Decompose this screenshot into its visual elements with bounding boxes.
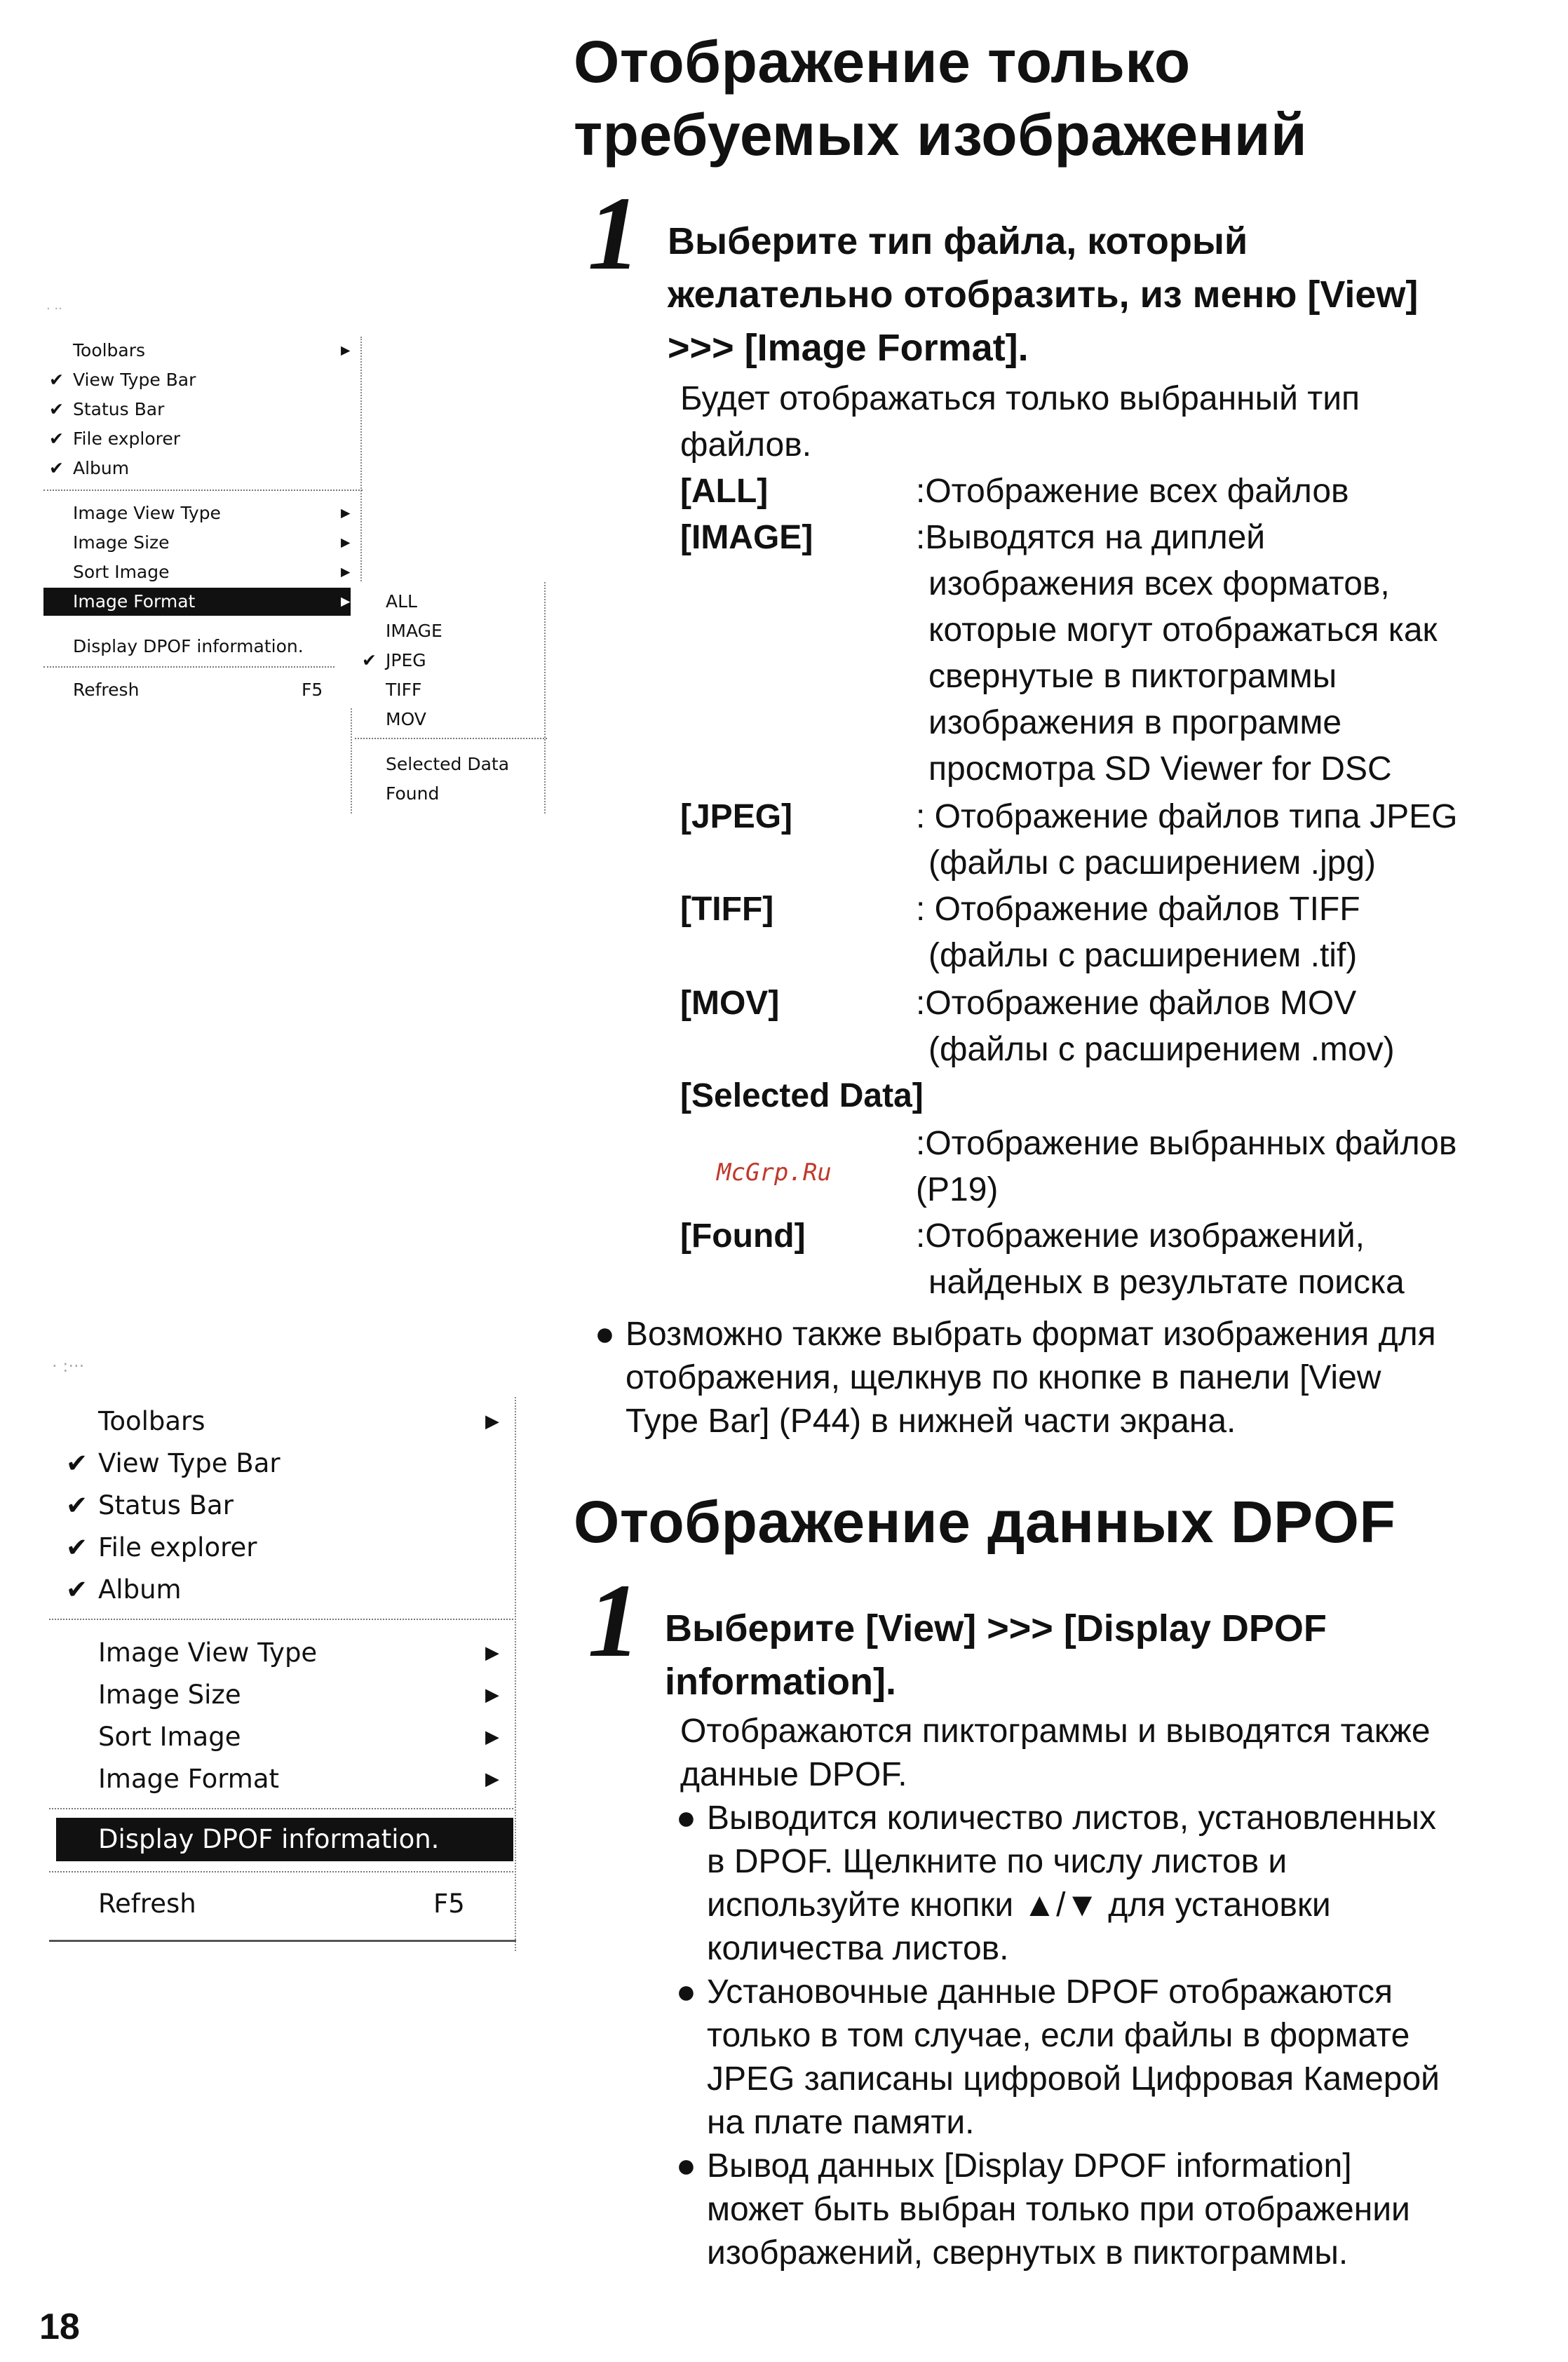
def-desc: (файлы с расширением .mov)	[928, 1031, 1395, 1068]
submenu-arrow-icon: ▶	[341, 595, 351, 609]
menu1-item-album[interactable]	[43, 454, 363, 482]
section1-bullet-line1: Возможно также выбрать формат изображения для	[626, 1316, 1436, 1353]
view-menu-1	[43, 330, 363, 722]
section1-title-line2: требуемых изображений	[574, 102, 1308, 168]
bullet-line: количества листов.	[707, 1930, 1009, 1967]
section1-bullet-line2: отображения, щелкнув по кнопке в панели [View	[626, 1359, 1381, 1396]
menu2-bottom-border	[49, 1940, 516, 1942]
menu1-item-status-bar[interactable]	[43, 396, 363, 424]
def-term-all: [ALL]	[680, 473, 769, 510]
def-desc: :Отображение выбранных файлов	[916, 1125, 1457, 1162]
submenu-item-image[interactable]	[351, 617, 547, 645]
submenu-arrow-icon: ▶	[485, 1685, 499, 1706]
submenu-arrow-icon: ▶	[485, 1642, 499, 1663]
menu2-item-label: Image Size	[98, 1680, 241, 1710]
section1-step-title-line1: Выберите тип файла, который	[668, 220, 1248, 262]
check-icon: ✔	[66, 1574, 88, 1605]
menu1-item-image-view-type[interactable]	[43, 499, 363, 527]
section2-title: Отображение данных DPOF	[574, 1489, 1396, 1555]
submenu-arrow-icon: ▶	[485, 1727, 499, 1748]
menu1-item-label: File explorer	[73, 428, 181, 449]
def-desc: : Отображение файлов типа JPEG	[916, 798, 1458, 835]
section2-bullet-3	[676, 2145, 1562, 2275]
menu1-item-label: Sort Image	[73, 562, 170, 582]
menu2-item-image-format[interactable]	[49, 1759, 518, 1800]
bullet-line: используйте кнопки ▲/▼ для установки	[707, 1887, 1331, 1924]
bullet-line: изображений, свернутых в пиктограммы.	[707, 2234, 1349, 2272]
bullet-line: Вывод данных [Display DPOF information]	[707, 2147, 1352, 2185]
section1-step-number: 1	[588, 175, 640, 292]
menu1-item-label: Image View Type	[73, 503, 221, 523]
submenu-item-all[interactable]	[351, 588, 547, 616]
menu2-item-toolbars[interactable]	[49, 1401, 518, 1442]
def-desc: :Отображение всех файлов	[916, 473, 1349, 510]
menu2-item-refresh[interactable]	[49, 1884, 518, 1924]
submenu-arrow-icon: ▶	[485, 1411, 499, 1432]
menu1-item-file-explorer[interactable]	[43, 425, 363, 453]
section1-intro-line2: файлов.	[680, 426, 812, 464]
submenu-arrow-icon: ▶	[341, 565, 351, 579]
menu1-item-label: Refresh	[73, 680, 140, 700]
menu1-item-label: Album	[73, 458, 130, 478]
menu2-item-image-view-type[interactable]	[49, 1633, 518, 1673]
def-desc: (P19)	[916, 1171, 999, 1208]
section1-step-title-line3: >>> [Image Format].	[668, 327, 1029, 369]
section2-bullet-1	[676, 1797, 1562, 1971]
menu1-item-image-format[interactable]	[43, 588, 363, 616]
menu2-item-label: View Type Bar	[98, 1448, 281, 1478]
section1-step-title-line2: желательно отобразить, из меню [View]	[668, 274, 1419, 316]
section2-bullet-2	[676, 1971, 1562, 2145]
def-term-selected-data: [Selected Data]	[680, 1077, 924, 1114]
section1-bullet	[595, 1313, 1558, 1443]
def-desc: свернутые в пиктограммы	[928, 658, 1337, 695]
section2-step-title-line2: information].	[665, 1661, 896, 1703]
check-icon: ✔	[49, 399, 64, 419]
menu2-scan-artifact: · :···	[52, 1356, 85, 1376]
def-desc: : Отображение файлов TIFF	[916, 891, 1360, 928]
bullet-line: только в том случае, если файлы в формате	[707, 2017, 1410, 2054]
menu1-item-toolbars[interactable]	[43, 337, 363, 365]
menu2-item-status-bar[interactable]	[49, 1485, 518, 1526]
menu2-item-label: Image View Type	[98, 1638, 318, 1668]
section2-intro-line2: данные DPOF.	[680, 1756, 907, 1793]
section1-intro-line1: Будет отображаться только выбранный тип	[680, 380, 1360, 417]
submenu-item-label: JPEG	[386, 650, 426, 670]
submenu-item-selected-data[interactable]	[351, 750, 547, 778]
menu1-item-refresh[interactable]	[43, 676, 363, 704]
def-desc: изображения всех форматов,	[928, 565, 1390, 602]
check-icon: ✔	[49, 370, 64, 390]
menu2-separator	[49, 1808, 513, 1809]
bullet-line: на плате памяти.	[707, 2104, 975, 2141]
menu2-item-label: Sort Image	[98, 1722, 241, 1752]
menu1-item-label: Status Bar	[73, 399, 165, 419]
def-desc: изображения в программе	[928, 704, 1342, 741]
submenu-item-tiff[interactable]	[351, 676, 547, 704]
check-icon: ✔	[66, 1532, 88, 1563]
submenu-item-label: ALL	[386, 591, 417, 612]
def-term-tiff: [TIFF]	[680, 891, 774, 928]
def-desc: :Отображение файлов MOV	[916, 985, 1357, 1022]
def-term-jpeg: [JPEG]	[680, 798, 793, 835]
page-number: 18	[39, 2307, 80, 2347]
menu2-item-album[interactable]	[49, 1570, 518, 1610]
check-icon: ✔	[49, 458, 64, 478]
image-format-submenu	[351, 582, 547, 814]
menu1-item-label: Image Format	[73, 591, 196, 612]
bullet-line: в DPOF. Щелкните по числу листов и	[707, 1843, 1287, 1880]
menu1-item-display-dpof[interactable]	[43, 633, 363, 661]
submenu-item-label: Found	[386, 783, 440, 804]
submenu-arrow-icon: ▶	[341, 536, 351, 550]
submenu-item-label: IMAGE	[386, 621, 442, 641]
bullet-icon: ●	[676, 2147, 696, 2185]
submenu-item-label: MOV	[386, 709, 426, 729]
bullet-line: Установочные данные DPOF отображаются	[707, 1973, 1393, 2011]
submenu-arrow-icon: ▶	[485, 1769, 499, 1790]
def-desc: :Выводятся на диплей	[916, 519, 1266, 556]
bullet-icon: ●	[676, 1973, 696, 2011]
menu2-item-label: Display DPOF information.	[98, 1824, 440, 1854]
menu1-item-image-size[interactable]	[43, 529, 363, 557]
menu1-separator	[43, 666, 334, 668]
menu1-refresh-shortcut: F5	[302, 680, 323, 700]
bullet-icon: ●	[676, 1800, 696, 1837]
section2-intro-line1: Отображаются пиктограммы и выводятся также	[680, 1713, 1431, 1750]
menu2-item-label: Image Format	[98, 1764, 280, 1794]
check-icon: ✔	[362, 650, 377, 670]
bullet-line: может быть выбран только при отображении	[707, 2191, 1410, 2228]
def-desc: (файлы с расширением .jpg)	[928, 844, 1376, 882]
submenu-item-jpeg[interactable]	[351, 647, 547, 675]
def-desc: которые могут отображаться как	[928, 612, 1438, 649]
check-icon: ✔	[49, 428, 64, 449]
bullet-line: Выводится количество листов, установленных	[707, 1800, 1436, 1837]
menu2-item-label: Toolbars	[98, 1406, 205, 1436]
section1-bullet-line3: Type Bar] (P44) в нижней части экрана.	[626, 1403, 1236, 1440]
check-icon: ✔	[66, 1490, 88, 1520]
def-desc: найденых в результате поиска	[928, 1264, 1405, 1301]
menu1-item-sort-image[interactable]	[43, 558, 363, 586]
bullet-line: JPEG записаны цифровой Цифровая Камерой	[707, 2060, 1440, 2098]
submenu-arrow-icon: ▶	[341, 506, 351, 520]
menu1-item-label: Display DPOF information.	[73, 636, 304, 656]
menu2-item-file-explorer[interactable]	[49, 1527, 518, 1568]
submenu-arrow-icon: ▶	[341, 344, 351, 358]
menu2-item-label: Refresh	[98, 1889, 196, 1919]
menu1-item-label: Toolbars	[73, 340, 146, 360]
section2-step-title-line1: Выберите [View] >>> [Display DPOF	[665, 1607, 1327, 1649]
submenu-item-label: TIFF	[386, 680, 422, 700]
menu1-scan-artifact: · ··	[46, 302, 62, 316]
section2-step-number: 1	[588, 1563, 640, 1679]
def-term-mov: [MOV]	[680, 985, 780, 1022]
submenu-separator	[355, 738, 547, 739]
menu2-item-label: Status Bar	[98, 1490, 234, 1520]
check-icon: ✔	[66, 1448, 88, 1478]
menu2-item-label: Album	[98, 1574, 182, 1605]
view-menu-2	[49, 1397, 518, 1958]
def-desc: :Отображение изображений,	[916, 1217, 1365, 1255]
menu2-item-label: File explorer	[98, 1532, 257, 1563]
submenu-item-found[interactable]	[351, 780, 547, 808]
section1-title-line1: Отображение только	[574, 29, 1191, 95]
menu1-item-view-type-bar[interactable]	[43, 366, 363, 394]
def-term-found: [Found]	[680, 1217, 806, 1255]
menu2-item-view-type-bar[interactable]	[49, 1443, 518, 1484]
def-desc: (файлы с расширением .tif)	[928, 937, 1358, 974]
menu1-item-label: View Type Bar	[73, 370, 196, 390]
menu2-item-image-size[interactable]	[49, 1675, 518, 1715]
watermark: McGrp.Ru	[717, 1159, 832, 1187]
submenu-item-label: Selected Data	[386, 754, 510, 774]
menu1-separator	[43, 490, 363, 491]
def-term-image: [IMAGE]	[680, 519, 813, 556]
bullet-icon: ●	[595, 1316, 615, 1353]
menu2-separator	[49, 1619, 513, 1620]
def-desc: просмотра SD Viewer for DSC	[928, 750, 1392, 788]
menu2-refresh-shortcut: F5	[433, 1889, 465, 1919]
menu2-item-sort-image[interactable]	[49, 1717, 518, 1757]
menu1-item-label: Image Size	[73, 532, 170, 553]
submenu-item-mov[interactable]	[351, 706, 547, 734]
menu2-separator	[49, 1871, 513, 1872]
menu2-item-display-dpof[interactable]	[56, 1818, 513, 1861]
